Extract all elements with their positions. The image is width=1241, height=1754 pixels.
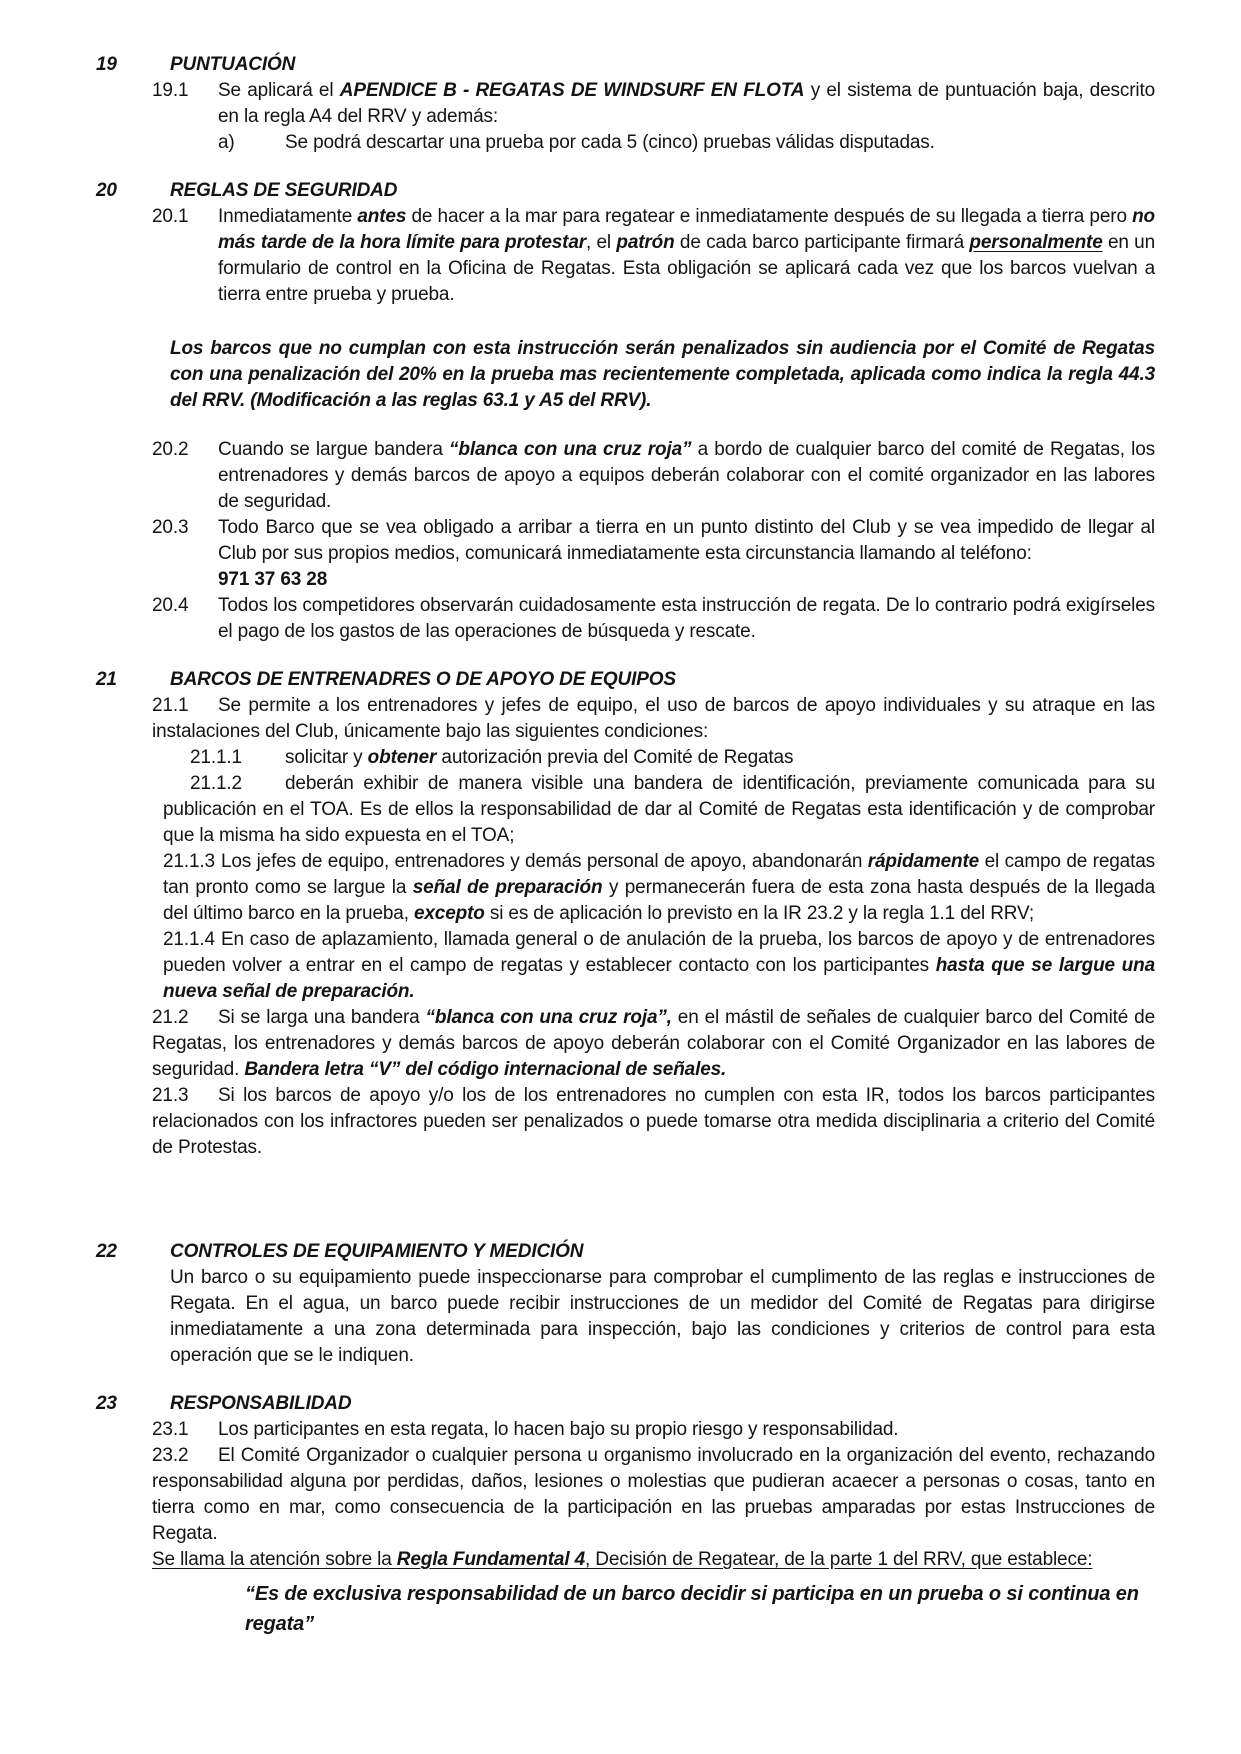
text-run: en un formulario de control en la Oficina de Regatas. Esta obligación se aplicará cada vez que los barcos vuelvan a tierra entre prueba y prueba. — [218, 232, 1156, 305]
text-run: deberán exhibir de manera visible una bandera de identificación, previamente comunicada para su publicación en el TOA. Es de ellos la responsabilidad de dar al Comité de Regatas esta identificación y de comprobar que la misma ha sido expuesta en el TOA; — [163, 773, 1155, 846]
clause-number: 21.1.3 — [163, 851, 215, 872]
section-heading — [90, 667, 1155, 693]
section-number: 19 — [96, 54, 117, 75]
text-run: Todo Barco que se vea obligado a arribar a tierra en un punto distinto del Club y se vea impedido de llegar al Club por sus propios medios, comunicará inmediatamente esta circunstancia llamando al teléfono: — [218, 517, 1155, 564]
section-heading — [90, 1239, 1155, 1265]
clause-19-1 — [90, 78, 1155, 130]
section-number: 21 — [96, 669, 117, 690]
clause-21-2 — [152, 1005, 1155, 1083]
clause-21-1-4 — [163, 927, 1155, 1005]
text-run: a bordo de cualquier barco del comité de Regatas, los entrenadores y demás barcos de apoyo a equipos deberán colaborar con el comité organizador en las labores de seguridad. — [218, 439, 1155, 512]
section-22-body: Un barco o su equipamiento puede inspeccionarse para comprobar el cumplimento de las reglas e instrucciones de Regata. En el agua, un barco puede recibir instrucciones de un medidor del Comité de Regatas para dirigirse inmediatamente a una zona determinada para inspección, bajo las condiciones y criterios de control para esta operación que se le indiquen. — [170, 1267, 1155, 1366]
section-number: 23 — [96, 1393, 117, 1414]
clause-number: 21.1.4 — [163, 929, 215, 950]
warning-paragraph: Los barcos que no cumplan con esta instrucción serán penalizados sin audiencia por el Comité de Regatas con una penalización del 20% en la prueba mas recientemente completada, aplicada como indica la regla 44.3 del RRV. (Modificación a las reglas 63.1 y A5 del RRV). — [170, 338, 1155, 411]
text-run: de hacer a la mar para regatear e inmediatamente después de su llegada a tierra pero — [406, 206, 1133, 227]
clause-number: 21.1 — [152, 695, 189, 716]
section-19 — [90, 52, 1155, 156]
clause-text — [218, 78, 1155, 130]
text-run: Si los barcos de apoyo y/o los de los entrenadores no cumplen con esta IR, todos los barcos participantes relacionados con los infractores pueden ser penalizados o puede tomarse otra medida disciplinaria a criterio del Comité de Protestas. — [152, 1085, 1155, 1158]
clause-number: 20.3 — [152, 517, 189, 538]
text-run: El Comité Organizador o cualquier persona u organismo involucrado en la organización del evento, rechazando responsabilidad alguna por perdidas, daños, lesiones o molestias que pudieran acaecer a personas o cosas, tanto en tierra como en mar, como consecuencia de la participación en las pruebas amparadas por estas Instrucciones de Regata. — [152, 1445, 1155, 1544]
text-run: , Decisión de Regatear, de la parte 1 del RRV, que establece: — [585, 1549, 1093, 1570]
clause-text — [218, 593, 1155, 645]
clause-number: 23.1 — [152, 1419, 189, 1440]
clause-23-1 — [152, 1417, 1155, 1443]
text-run: y el sistema de puntuación baja, descrito en la regla A4 del RRV y además: — [218, 80, 1155, 127]
section-title: CONTROLES DE EQUIPAMIENTO Y MEDICIÓN — [170, 1241, 584, 1262]
text-run: autorización previa del Comité de Regatas — [436, 747, 794, 768]
clause-20-2 — [90, 437, 1155, 515]
text-run: “blanca con una cruz roja”, — [425, 1007, 672, 1028]
text-run: si es de aplicación lo previsto en la IR 23.2 y la regla 1.1 del RRV; — [484, 903, 1034, 924]
section-number: 22 — [96, 1241, 117, 1262]
section-heading — [90, 52, 1155, 78]
clause-number: 20.2 — [152, 439, 189, 460]
section-22 — [90, 1239, 1155, 1369]
text-run: Se podrá descartar una prueba por cada 5 (cinco) pruebas válidas disputadas. — [285, 132, 935, 153]
text-run: patrón — [616, 232, 675, 253]
text-run: Cuando se largue bandera — [218, 439, 450, 460]
text-run: hasta que se largue una nueva señal de preparación. — [163, 955, 1155, 1002]
section-title: REGLAS DE SEGURIDAD — [170, 180, 398, 201]
list-item-a — [90, 130, 1155, 156]
section-heading — [90, 1391, 1155, 1417]
clause-number: 20.1 — [152, 206, 189, 227]
phone-number: 971 37 63 28 — [218, 569, 328, 590]
section-title: PUNTUACIÓN — [170, 54, 296, 75]
text-run: en el mástil de señales de cualquier barco del Comité de Regatas, los entrenadores y demás barcos de apoyo deberán colaborar con el Comité Organizador en las labores de seguridad. — [152, 1007, 1155, 1080]
text-run: Los participantes en esta regata, lo hacen bajo su propio riesgo y responsabilidad. — [218, 1419, 899, 1440]
text-run: obtener — [367, 747, 437, 768]
clause-20-1 — [90, 204, 1155, 308]
text-run: de cada barco participante firmará — [674, 232, 970, 253]
text-run: Se permite a los entrenadores y jefes de equipo, el uso de barcos de apoyo individuales y su atraque en las instalaciones del Club, únicamente bajo las siguientes condiciones: — [152, 695, 1155, 742]
section-title: RESPONSABILIDAD — [170, 1393, 352, 1414]
clause-21-1-3 — [163, 849, 1155, 927]
clause-21-3 — [152, 1083, 1155, 1161]
text-run: , el — [586, 232, 617, 253]
clause-text — [218, 515, 1155, 593]
clause-number: 20.4 — [152, 595, 189, 616]
section-21 — [90, 667, 1155, 1161]
attention-note — [152, 1547, 1155, 1573]
clause-20-4 — [90, 593, 1155, 645]
clause-23-2 — [152, 1443, 1155, 1547]
clause-21-1 — [152, 693, 1155, 745]
text-run: no más tarde de la hora límite para protestar — [218, 206, 1156, 253]
section-23 — [90, 1391, 1155, 1639]
section-heading — [90, 178, 1155, 204]
text-run: Se llama la atención sobre la — [152, 1549, 397, 1570]
text-run: Se aplicará el — [218, 80, 340, 101]
text-run: personalmente — [969, 232, 1103, 253]
text-run: En caso de aplazamiento, llamada general o de anulación de la prueba, los barcos de apoyo y de entrenadores pueden volver a entrar en el campo de regatas y establecer contacto con los participantes — [163, 929, 1155, 976]
text-run: Todos los competidores observarán cuidadosamente esta instrucción de regata. De lo contrario podrá exigírseles el pago de los gastos de las operaciones de búsqueda y rescate. — [218, 595, 1155, 642]
clause-number: 23.2 — [152, 1445, 189, 1466]
text-run: Bandera letra “V” del código internacional de señales. — [244, 1059, 727, 1080]
text-run: antes — [357, 206, 407, 227]
text-run: el campo de regatas tan pronto como se largue la — [163, 851, 1155, 898]
section-number: 20 — [96, 180, 117, 201]
text-run: “blanca con una cruz roja” — [449, 439, 692, 460]
clause-text — [218, 204, 1155, 308]
text-run: excepto — [413, 903, 485, 924]
text-run: solicitar y — [285, 747, 368, 768]
section-20 — [90, 178, 1155, 645]
list-item-marker: a) — [218, 132, 235, 153]
clause-20-3 — [90, 515, 1155, 593]
text-run: rápidamente — [867, 851, 980, 872]
clause-number: 21.1.2 — [190, 773, 242, 794]
clause-number: 21.2 — [152, 1007, 189, 1028]
clause-number: 19.1 — [152, 80, 189, 101]
clause-21-1-2 — [163, 771, 1155, 849]
text-run: Si se larga una bandera — [218, 1007, 426, 1028]
text-run: señal de preparación — [412, 877, 603, 898]
clause-text — [285, 130, 1155, 156]
section-title: BARCOS DE ENTRENADRES O DE APOYO DE EQUIPOS — [170, 669, 676, 690]
text-run: y permanecerán fuera de esta zona hasta después de la llegada del último barco en la prueba, — [163, 877, 1155, 924]
text-run: APENDICE B - REGATAS DE WINDSURF EN FLOTA — [339, 80, 805, 101]
rule-quote: “Es de exclusiva responsabilidad de un barco decidir si participa en un prueba o si continua en regata” — [245, 1583, 1139, 1635]
clause-number: 21.1.1 — [190, 747, 242, 768]
clause-text — [218, 437, 1155, 515]
text-run: Regla Fundamental 4 — [396, 1549, 586, 1570]
clause-number: 21.3 — [152, 1085, 189, 1106]
text-run: Inmediatamente — [218, 206, 358, 227]
text-run: Los jefes de equipo, entrenadores y demás personal de apoyo, abandonarán — [220, 851, 868, 872]
clause-21-1-1 — [163, 745, 1155, 771]
